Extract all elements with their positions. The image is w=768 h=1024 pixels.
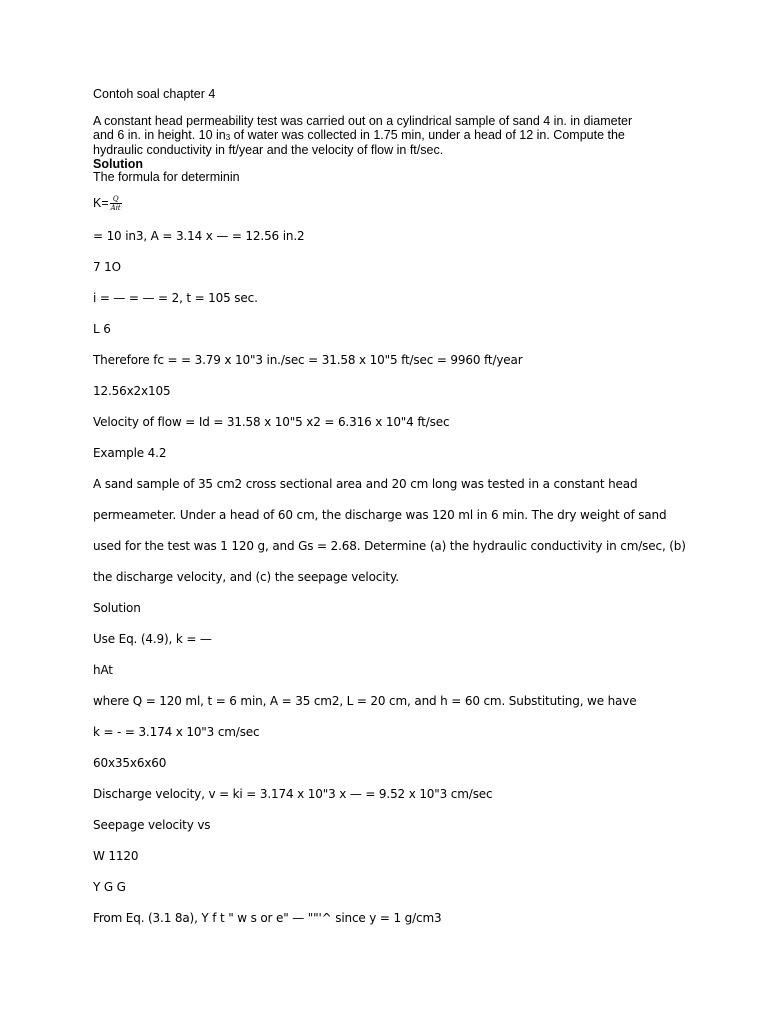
text-line: where Q = 120 ml, t = 6 min, A = 35 cm2, L = 20 cm, and h = 60 cm. Substituting, we have (93, 694, 637, 708)
text-line: = 10 in3, A = 3.14 x — = 12.56 in.2 (93, 229, 305, 243)
solution-heading: Solution (93, 601, 141, 615)
text-line: W 1120 (93, 849, 139, 863)
text-line: Therefore fc = = 3.79 x 10"3 in./sec = 31.58 x 10"5 ft/sec = 9960 ft/year (93, 353, 523, 367)
text-line: Y G G (93, 880, 126, 894)
problem-line-2: and 6 in. in height. 10 in3 of water was collected in 1.75 min, under a head of 12 in. Compute the (93, 127, 625, 142)
problem-line-3: hydraulic conductivity in ft/year and the velocity of flow in ft/sec. (93, 143, 444, 157)
formula-fraction: $\frac{Q}{\text{Ait}}$ (110, 195, 121, 212)
solution-label: Solution (93, 156, 143, 171)
problem-statement (93, 115, 633, 185)
text-line: 12.56x2x105 (93, 384, 171, 398)
text-line: used for the test was 1 120 g, and Gs = 2.68. Determine (a) the hydraulic conductivity in cm/sec, (b) (93, 539, 686, 553)
document-heading: Contoh soal chapter 4 (93, 87, 216, 101)
text-line: i = — = — = 2, t = 105 sec. (93, 291, 258, 305)
text-line: L 6 (93, 322, 111, 336)
text-line: k = - = 3.174 x 10"3 cm/sec (93, 725, 260, 739)
formula-lhs: K= (93, 195, 109, 210)
text-line: Velocity of flow = Id = 31.58 x 10"5 x2 = 6.316 x 10"4 ft/sec (93, 415, 450, 429)
text-line: A sand sample of 35 cm2 cross sectional area and 20 cm long was tested in a constant head (93, 477, 638, 491)
text-line: From Eq. (3.1 8a), Y f t " w s or e" — ""'^ since y = 1 g/cm3 (93, 911, 442, 925)
text-line: the discharge velocity, and (c) the seepage velocity. (93, 570, 399, 584)
problem-line-1: A constant head permeability test was carried out on a cylindrical sample of sand 4 in. in diameter (93, 114, 633, 128)
text-line: permeameter. Under a head of 60 cm, the discharge was 120 ml in 6 min. The dry weight of sand (93, 508, 667, 522)
text-line: Discharge velocity, v = ki = 3.174 x 10"3 x — = 9.52 x 10"3 cm/sec (93, 787, 493, 801)
formula-intro: The formula for determinin (93, 170, 240, 184)
formula (93, 195, 122, 212)
text-line: 60x35x6x60 (93, 756, 167, 770)
text-line: 7 1O (93, 260, 121, 274)
text-line: Use Eq. (4.9), k = — (93, 632, 212, 646)
example-heading: Example 4.2 (93, 446, 167, 460)
text-line: Seepage velocity vs (93, 818, 211, 832)
text-line: hAt (93, 663, 113, 677)
